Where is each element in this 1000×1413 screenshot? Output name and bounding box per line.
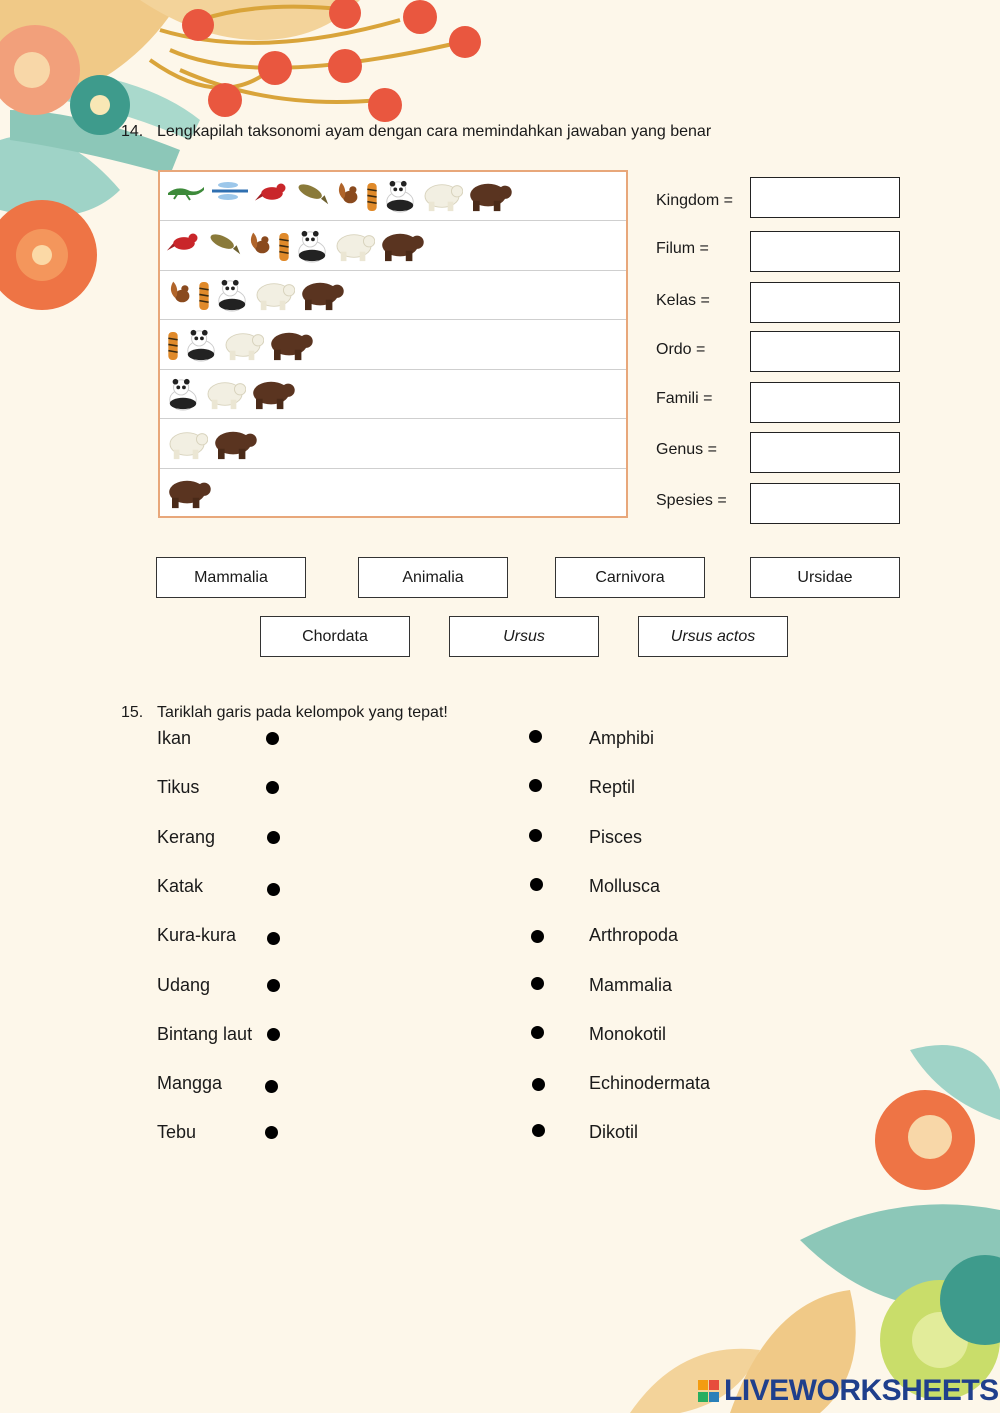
left-item: Katak [157, 876, 204, 896]
right-item: Mammalia [589, 975, 673, 995]
left-item: Udang [157, 975, 211, 995]
left-item: Kura-kura [157, 925, 237, 945]
rank-label: Spesies = [656, 492, 727, 509]
rank-label: Kelas = [656, 292, 710, 309]
right-connector-dot[interactable] [532, 1124, 545, 1137]
rank-drop-box[interactable] [750, 177, 900, 218]
left-item: Mangga [157, 1073, 223, 1093]
left-connector-dot[interactable] [265, 1126, 278, 1139]
liveworksheets-logo-icon [698, 1380, 720, 1404]
panda-icon [166, 377, 200, 413]
right-item: Echinodermata [589, 1073, 711, 1093]
question-14-instruction: Lengkapilah taksonomi ayam dengan cara memindahkan jawaban yang benar [157, 123, 712, 140]
lizard-icon [166, 179, 206, 215]
answer-chip[interactable]: Carnivora [555, 557, 705, 598]
left-item: Bintang laut [157, 1024, 253, 1044]
right-connector-dot[interactable] [531, 1026, 544, 1039]
left-item: Kerang [157, 827, 216, 847]
question-15-instruction: Tariklah garis pada kelompok yang tepat! [157, 704, 448, 721]
right-connector-dot[interactable] [531, 930, 544, 943]
rank-label: Genus = [656, 441, 717, 458]
rank-drop-box[interactable] [750, 231, 900, 272]
rank-label: Kingdom = [656, 192, 733, 209]
answer-chip[interactable]: Ursus actos [638, 616, 788, 657]
tiger-icon [365, 179, 379, 215]
cardinal-icon [166, 229, 202, 265]
right-item: Arthropoda [589, 925, 679, 945]
tiger-icon [197, 278, 211, 314]
panda-icon [215, 278, 249, 314]
polar-bear-icon [333, 229, 375, 265]
left-connector-dot[interactable] [267, 1028, 280, 1041]
rank-label: Filum = [656, 240, 709, 257]
right-connector-dot[interactable] [529, 779, 542, 792]
right-item: Mollusca [589, 876, 661, 896]
answer-chip[interactable]: Animalia [358, 557, 508, 598]
polar-bear-icon [421, 179, 463, 215]
brown-bear-icon [299, 278, 345, 314]
question-14-number: 14. [121, 123, 144, 140]
fish-icon [294, 179, 330, 215]
rank-drop-box[interactable] [750, 282, 900, 323]
polar-bear-icon [253, 278, 295, 314]
answer-chip[interactable]: Ursidae [750, 557, 900, 598]
right-connector-dot[interactable] [529, 829, 542, 842]
taxonomy-row [160, 271, 626, 320]
answer-chip[interactable]: Mammalia [156, 557, 306, 598]
right-connector-dot[interactable] [530, 878, 543, 891]
brown-bear-icon [268, 328, 314, 364]
polar-bear-icon [222, 328, 264, 364]
question-15-number: 15. [121, 704, 144, 721]
taxonomy-row [160, 321, 626, 370]
left-connector-dot[interactable] [267, 831, 280, 844]
watermark: LIVEWORKSHEETS [724, 1374, 999, 1407]
right-item: Pisces [589, 827, 643, 847]
left-item: Ikan [157, 728, 192, 748]
left-connector-dot[interactable] [265, 1080, 278, 1093]
brown-bear-icon [250, 377, 296, 413]
left-connector-dot[interactable] [266, 781, 279, 794]
left-item: Tikus [157, 777, 200, 797]
brown-bear-icon [212, 427, 258, 463]
dragonfly-icon [210, 179, 250, 215]
brown-bear-icon [166, 476, 212, 512]
squirrel-icon [334, 179, 361, 215]
polar-bear-icon [204, 377, 246, 413]
squirrel-icon [166, 278, 193, 314]
rank-drop-box[interactable] [750, 331, 900, 372]
rank-drop-box[interactable] [750, 382, 900, 423]
tiger-icon [277, 229, 291, 265]
taxonomy-row [160, 469, 626, 518]
right-item: Amphibi [589, 728, 655, 748]
rank-drop-box[interactable] [750, 432, 900, 473]
right-connector-dot[interactable] [531, 977, 544, 990]
left-connector-dot[interactable] [267, 932, 280, 945]
left-connector-dot[interactable] [267, 883, 280, 896]
brown-bear-icon [379, 229, 425, 265]
right-connector-dot[interactable] [529, 730, 542, 743]
left-connector-dot[interactable] [266, 732, 279, 745]
rank-label: Ordo = [656, 341, 706, 358]
panda-icon [295, 229, 329, 265]
taxonomy-image-grid [158, 170, 628, 518]
taxonomy-row [160, 370, 626, 419]
cardinal-icon [254, 179, 290, 215]
rank-label: Famili = [656, 390, 713, 407]
polar-bear-icon [166, 427, 208, 463]
brown-bear-icon [467, 179, 513, 215]
fish-icon [206, 229, 242, 265]
left-connector-dot[interactable] [267, 979, 280, 992]
right-item: Monokotil [589, 1024, 667, 1044]
taxonomy-row [160, 172, 626, 221]
panda-icon [184, 328, 218, 364]
squirrel-icon [246, 229, 273, 265]
rank-drop-box[interactable] [750, 483, 900, 524]
taxonomy-row [160, 222, 626, 271]
right-item: Dikotil [589, 1122, 639, 1142]
tiger-icon [166, 328, 180, 364]
answer-chip[interactable]: Ursus [449, 616, 599, 657]
left-item: Tebu [157, 1122, 197, 1142]
right-item: Reptil [589, 777, 636, 797]
panda-icon [383, 179, 417, 215]
answer-chip[interactable]: Chordata [260, 616, 410, 657]
floral-decoration-bottom-icon [620, 1040, 1000, 1413]
taxonomy-row [160, 420, 626, 469]
right-connector-dot[interactable] [532, 1078, 545, 1091]
